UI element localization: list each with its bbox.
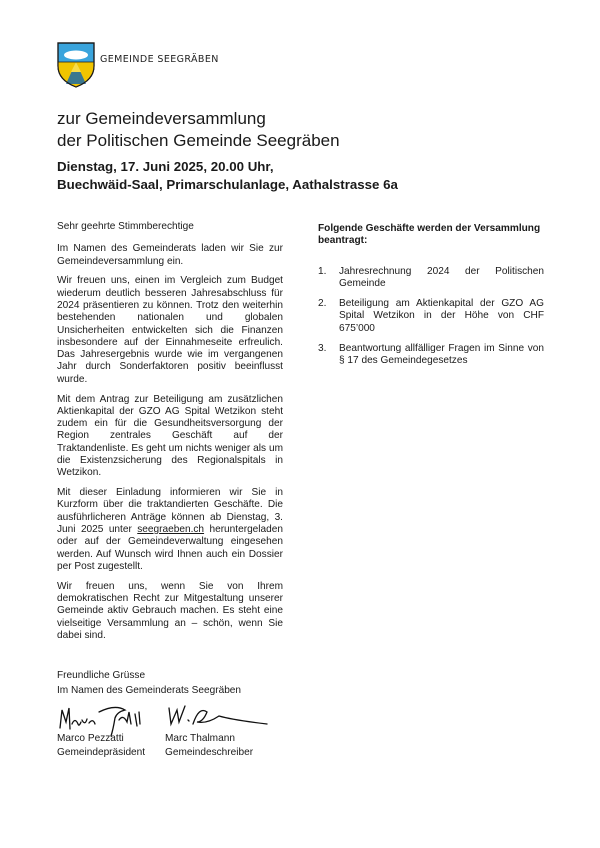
closing-greeting: Freundliche Grüsse: [57, 670, 146, 681]
documents-text-after: heruntergeladen oder auf der Gemeindeverwaltung eingesehen werden. Auf Wunsch wird Ihnen auch ein Dossier per Post zugestellt.: [57, 524, 283, 572]
agenda-item-text: Jahresrechnung 2024 der Politischen Gemeinde: [339, 265, 544, 289]
paragraph-finances: Wir freuen uns, einen im Vergleich zum Budget wiederum deutlich besseren Jahresabschluss für 2024 präsentieren zu können. Trotz den weiterhin bestehenden nationalen und globalen Unsicherheiten entwickelten sich die Finanzen insbesondere auf der Einnahmeseite erfreulich. Das Jahresergebnis wurde wie im vergangenen Jahr durch Sonderfaktoren positiv beeinflusst wurde.: [57, 275, 283, 385]
page-title: [57, 108, 340, 152]
letter-body: [57, 221, 283, 650]
meeting-location: Buechwäid-Saal, Primarschulanlage, Aathalstrasse 6a: [57, 177, 398, 192]
signature-clerk: [169, 706, 267, 724]
paragraph-documents: [57, 487, 283, 573]
agenda-item-number: 1.: [318, 265, 327, 277]
signer-president: [57, 732, 145, 760]
agenda-item: [318, 343, 544, 368]
coat-of-arms-icon: [57, 42, 95, 88]
meeting-info: [57, 158, 398, 194]
agenda: [318, 223, 544, 376]
signer-clerk: [165, 732, 253, 760]
agenda-item-text: Beantwortung allfälliger Fragen im Sinne von § 17 des Gemeindegesetzes: [339, 343, 544, 367]
agenda-item: [318, 298, 544, 335]
paragraph-hospital: Mit dem Antrag zur Beteiligung am zusätzlichen Aktienkapital der GZO AG Spital Wetzikon steht zudem ein für die Gesundheitsversorgung der Region zentrales Geschäft auf der Traktandenliste. Es geht um nichts weniger als um die Existenzsicherung des Regionalspitals in Wetzikon.: [57, 393, 283, 479]
signer-name: Marco Pezzatti: [57, 733, 124, 744]
website-link[interactable]: seegraeben.ch: [137, 524, 205, 536]
meeting-date-time: Dienstag, 17. Juni 2025, 20.00 Uhr,: [57, 159, 274, 174]
org-name: GEMEINDE SEEGRÄBEN: [100, 54, 219, 65]
title-line-2: der Politischen Gemeinde Seegräben: [57, 131, 340, 150]
paragraph-participation: Wir freuen uns, wenn Sie von Ihrem demokratischen Recht zur Mitgestaltung unserer Gemeinde aktiv Gebrauch machen. Es steht eine vielseitige Versammlung an – schön, wenn Sie dabei sind.: [57, 580, 283, 641]
agenda-item-number: 3.: [318, 343, 327, 355]
agenda-item: [318, 266, 544, 291]
municipality-logo: [57, 42, 227, 88]
signer-role: Gemeindepräsident: [57, 747, 146, 758]
closing-on-behalf: Im Namen des Gemeinderats Seegräben: [57, 685, 242, 696]
closing: [57, 668, 241, 698]
agenda-item-number: 2.: [318, 298, 327, 310]
agenda-item-text: Beteiligung am Aktienkapital der GZO AG Spital Wetzikon in der Höhe von CHF 675’000: [339, 298, 544, 334]
paragraph-invitation: Im Namen des Gemeinderats laden wir Sie zur Gemeindeversammlung ein.: [57, 243, 283, 267]
salutation: Sehr geehrte Stimmberechtige: [57, 221, 194, 232]
documents-text-before: Mit dieser Einladung informieren wir Sie in Kurzform über die traktandierten Geschäfte. Die ausführlicheren Anträge können ab Dienstag, 3. Juni 2025 unter: [57, 487, 283, 536]
signer-name: Marc Thalmann: [165, 733, 235, 744]
signer-role: Gemeindeschreiber: [165, 747, 254, 758]
title-line-1: zur Gemeindeversammlung: [57, 109, 266, 128]
agenda-heading: Folgende Geschäfte werden der Versammlung beantragt:: [318, 223, 541, 247]
